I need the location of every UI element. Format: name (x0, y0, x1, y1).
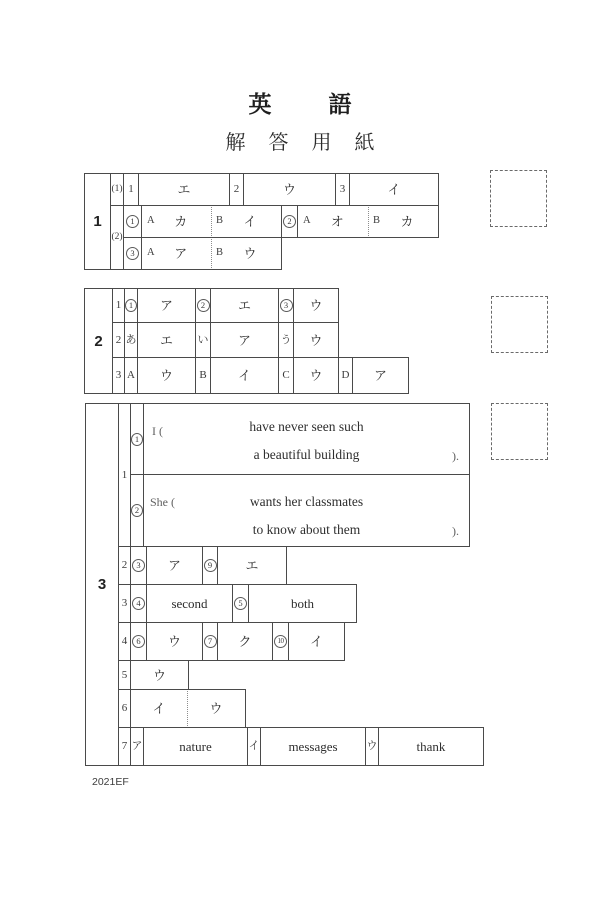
answer-value: ウ (152, 667, 166, 683)
s3-q3-answer-2 (248, 584, 357, 623)
s2-row1-answer-1 (137, 288, 196, 323)
s1-q2-circle-2-cell (281, 205, 298, 238)
score-box-1 (490, 170, 547, 227)
s2-row1-circle-3 (278, 288, 294, 323)
answer-value: イ (237, 368, 251, 383)
answer-value: ア (167, 558, 181, 573)
question-number: 5 (121, 668, 128, 681)
answer-value: ウ (167, 634, 181, 649)
answer-value: エ (177, 182, 191, 197)
answer-value: thank (416, 739, 446, 754)
circled-number: 3 (126, 247, 139, 260)
s2-row1-circle-2 (195, 288, 211, 323)
answer-value: カ (174, 214, 188, 229)
s3-q7-label-3 (365, 727, 379, 766)
s3-q1b-circle-cell (130, 474, 144, 547)
slot-label: ウ (366, 740, 378, 752)
s2-row2-answer-2 (210, 322, 279, 358)
section-3-label: 3 (97, 576, 107, 593)
section-3-label-cell (85, 403, 119, 766)
answer-value: ク (238, 634, 252, 649)
slot-label: イ (248, 740, 260, 752)
s2-row2-label-1 (124, 322, 138, 358)
s3-q4-answer-3 (288, 622, 345, 661)
question-number: 1 (121, 468, 128, 481)
circled-number: 7 (204, 635, 217, 648)
answer-value: nature (179, 739, 212, 754)
s2-row1-answer-2 (210, 288, 279, 323)
question-number: 2 (233, 183, 240, 195)
answer-value: イ (309, 634, 323, 649)
s1-q1-no-3 (335, 173, 350, 206)
s2-row2-label-3 (278, 322, 294, 358)
answer-value: エ (245, 558, 259, 573)
question-number: 4 (121, 635, 128, 647)
answer-value: both (290, 596, 315, 611)
s3-q3-circle-1 (130, 584, 147, 623)
s2-row3-label-C (278, 357, 294, 394)
answer-value: イ (243, 214, 257, 229)
s1-part1-label: (1) (111, 183, 123, 194)
answer-value: エ (237, 298, 251, 313)
s1-q1-no-1 (123, 173, 139, 206)
s2-row3-answer-A (137, 357, 196, 394)
slot-label: B (373, 215, 381, 227)
circled-number: 5 (234, 597, 247, 610)
slot-label: A (147, 247, 155, 259)
sentence-suffix: ). (452, 524, 459, 538)
s3-q2-answer-2 (217, 546, 287, 585)
s1-part2-label-cell (110, 205, 124, 270)
s3-q3-circle-2 (232, 584, 249, 623)
sheet-title: 英語 (248, 92, 409, 117)
s1-part2-label: (2) (111, 231, 123, 242)
s3-q2-circle-2 (202, 546, 218, 585)
question-number: 7 (121, 740, 128, 752)
circled-number: 10 (274, 635, 287, 648)
s2-row1-circle-1 (124, 288, 138, 323)
sentence-prefix: I ( (152, 424, 163, 438)
s2-row2-answer-1 (137, 322, 196, 358)
s2-row3-label-D (338, 357, 353, 394)
s3-q7-answer-1 (143, 727, 248, 766)
s1-q2-1-answer-A (141, 205, 212, 238)
s2-row3-answer-D (352, 357, 409, 394)
answer-value: カ (400, 214, 414, 229)
s3-q3-answer-1 (146, 584, 233, 623)
s2-row2-answer-3 (293, 322, 339, 358)
score-box-3 (491, 403, 548, 460)
s3-q4-circle-2 (202, 622, 218, 661)
circled-number: 3 (132, 559, 145, 572)
circled-number: 1 (125, 299, 137, 312)
section-1-label-cell (84, 173, 111, 270)
question-number: 2 (121, 559, 128, 571)
section-2-label-cell (84, 288, 113, 394)
circled-number: 9 (204, 559, 217, 572)
footer-code: 2021EF (92, 776, 129, 788)
slot-label: B (216, 247, 224, 259)
answer-value: ア (174, 246, 188, 261)
circled-number: 2 (131, 504, 143, 517)
sentence-suffix: ). (452, 449, 459, 463)
slot-label: A (127, 369, 135, 381)
s3-q4-answer-1 (146, 622, 203, 661)
sentence-line1: wants her classmates (249, 494, 364, 509)
s3-q6-answer-1 (130, 689, 188, 728)
s2-row3-label-A (124, 357, 138, 394)
answer-value: messages (288, 739, 338, 754)
s1-q1-answer-3 (349, 173, 439, 206)
s1-q2-circle-1-cell (123, 205, 142, 238)
s3-q7-label-1 (130, 727, 144, 766)
s2-row3-answer-C (293, 357, 339, 394)
s1-q2-3-answer-A (141, 237, 212, 270)
circled-number: 2 (283, 215, 296, 228)
answer-value: ウ (159, 368, 173, 383)
sentence-prefix: She ( (150, 495, 175, 509)
sentence-line2: a beautiful building (253, 447, 360, 462)
slot-label: D (341, 369, 350, 381)
answer-value: ウ (309, 298, 323, 313)
answer-value: ア (373, 368, 387, 383)
section-2-label: 2 (94, 332, 103, 350)
s1-q2-circle-3-cell (123, 237, 142, 270)
answer-value: second (171, 596, 208, 611)
s3-q6-answer-2 (187, 689, 246, 728)
s3-q7-answer-2 (260, 727, 366, 766)
question-number: 1 (128, 183, 134, 195)
slot-label: あ (125, 333, 137, 346)
score-box-2 (491, 296, 548, 353)
answer-value: ウ (309, 332, 323, 348)
s3-q1a-circle-cell (130, 403, 144, 475)
s3-q2-answer-1 (146, 546, 203, 585)
s3-q4-answer-2 (217, 622, 273, 661)
answer-value: ウ (209, 701, 223, 716)
section-1-label: 1 (93, 213, 102, 230)
s1-q1-answer-2 (243, 173, 336, 206)
sheet-subtitle: 解答用紙 (225, 132, 398, 154)
question-number: 3 (339, 183, 346, 195)
s3-q4-circle-3 (272, 622, 289, 661)
s1-q1-answer-1 (138, 173, 230, 206)
s3-q1a-sentence-box (143, 403, 470, 475)
slot-label: B (216, 215, 224, 227)
s1-q2-2-answer-A (297, 205, 369, 238)
s2-row3-label-B (195, 357, 211, 394)
circled-number: 6 (132, 635, 145, 648)
question-number: 1 (115, 299, 122, 311)
s2-row2-label-2 (195, 322, 211, 358)
slot-label: ア (131, 740, 143, 752)
slot-label: C (282, 369, 290, 381)
s3-q2-circle-1 (130, 546, 147, 585)
s3-q1b-sentence-box (143, 474, 470, 547)
answer-value: ア (159, 298, 173, 313)
slot-label: い (197, 333, 209, 346)
sentence-line1: have never seen such (249, 419, 364, 434)
question-number: 3 (121, 597, 128, 609)
circled-number: 1 (126, 215, 139, 228)
s1-q1-no-2 (229, 173, 244, 206)
s3-q7-answer-3 (378, 727, 484, 766)
sentence-line2: to know about them (252, 522, 361, 537)
circled-number: 4 (132, 597, 145, 610)
answer-value: イ (387, 182, 401, 197)
question-number: 6 (121, 702, 128, 714)
answer-value: ウ (243, 246, 257, 261)
s3-q5-answer (130, 660, 189, 690)
slot-label: A (303, 215, 311, 227)
s3-q4-circle-1 (130, 622, 147, 661)
circled-number: 1 (131, 433, 143, 446)
answer-value: イ (152, 701, 166, 716)
slot-label: う (280, 333, 292, 346)
answer-value: ア (237, 332, 251, 348)
s1-q2-1-answer-B (211, 205, 282, 238)
slot-label: B (199, 369, 207, 381)
answer-value: エ (159, 332, 173, 348)
s1-part1-label-cell (110, 173, 124, 206)
s1-q2-3-answer-B (211, 237, 282, 270)
question-number: 2 (115, 333, 122, 346)
circled-number: 2 (197, 299, 210, 312)
s2-row3-answer-B (210, 357, 279, 394)
slot-label: A (147, 215, 155, 227)
s2-row1-answer-3 (293, 288, 339, 323)
answer-value: ウ (282, 182, 296, 197)
s1-q2-2-answer-B (368, 205, 439, 238)
circled-number: 3 (280, 299, 293, 312)
s3-q7-label-2 (247, 727, 261, 766)
answer-value: ウ (309, 368, 323, 383)
answer-value: オ (330, 214, 344, 229)
question-number: 3 (115, 369, 122, 381)
